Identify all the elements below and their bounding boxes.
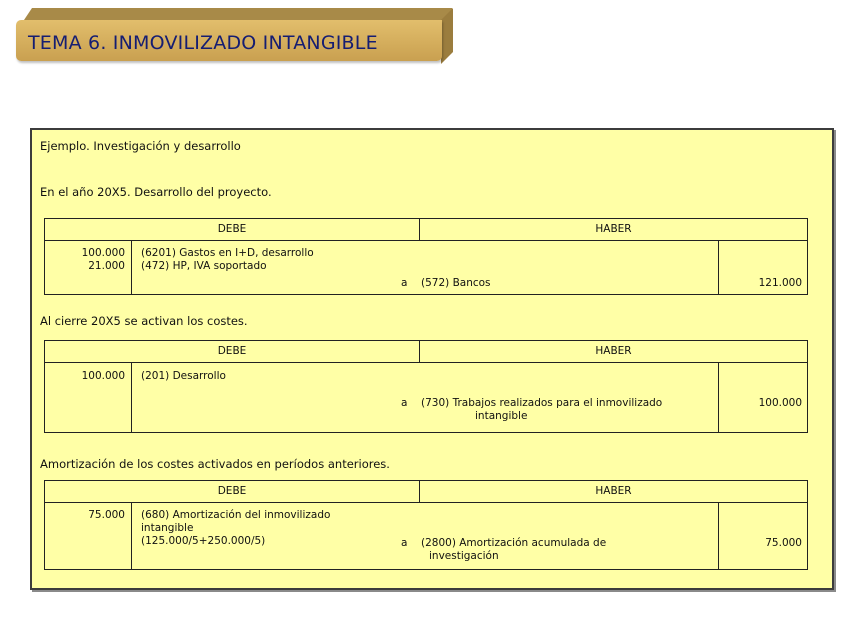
debit-amount: 100.000	[81, 370, 125, 382]
debit-account: (201) Desarrollo	[141, 370, 226, 382]
debit-amount-column	[45, 363, 132, 432]
credit-amount: 75.000	[765, 537, 802, 549]
credit-account: (730) Trabajos realizados para el inmovilizado	[421, 397, 663, 409]
connector-a: a	[401, 397, 408, 409]
debit-account: (472) HP, IVA soportado	[141, 260, 267, 272]
debit-header: DEBE	[45, 481, 420, 503]
debit-account-continued: intangible	[141, 522, 194, 534]
credit-account: (2800) Amortización acumulada de	[421, 537, 607, 549]
debit-account: (6201) Gastos en I+D, desarrollo	[141, 247, 314, 259]
example-panel	[30, 128, 834, 590]
connector-a: a	[401, 277, 408, 289]
journal-entry-3	[44, 480, 808, 570]
year-heading: En el año 20X5. Desarrollo del proyecto.	[40, 185, 272, 199]
journal-entry-2	[44, 340, 808, 433]
credit-amount: 121.000	[758, 277, 802, 289]
debit-account-formula: (125.000/5+250.000/5)	[141, 535, 266, 547]
credit-header: HABER	[420, 219, 807, 241]
connector-a: a	[401, 537, 408, 549]
debit-amount: 75.000	[88, 509, 125, 521]
debit-amount-column	[45, 241, 132, 294]
credit-header: HABER	[420, 341, 807, 363]
amortization-heading: Amortización de los costes activados en períodos anteriores.	[40, 457, 390, 471]
debit-account: (680) Amortización del inmovilizado	[141, 509, 331, 521]
title-banner	[14, 8, 454, 66]
credit-amount-column	[718, 503, 808, 569]
closing-heading: Al cierre 20X5 se activan los costes.	[40, 314, 248, 328]
example-heading: Ejemplo. Investigación y desarrollo	[40, 139, 241, 153]
credit-amount-column	[718, 241, 808, 294]
credit-account: (572) Bancos	[421, 277, 491, 289]
credit-amount-column	[718, 363, 808, 432]
page-title: TEMA 6. INMOVILIZADO INTANGIBLE	[28, 32, 378, 54]
journal-entry-1	[44, 218, 808, 295]
banner-bevel-top	[24, 8, 452, 20]
credit-account-continued: investigación	[429, 550, 499, 562]
debit-header: DEBE	[45, 219, 420, 241]
credit-amount: 100.000	[758, 397, 802, 409]
debit-amount: 21.000	[88, 260, 125, 272]
debit-amount-column	[45, 503, 132, 569]
credit-account-continued: intangible	[475, 410, 528, 422]
debit-amount: 100.000	[81, 247, 125, 259]
credit-header: HABER	[420, 481, 807, 503]
debit-header: DEBE	[45, 341, 420, 363]
